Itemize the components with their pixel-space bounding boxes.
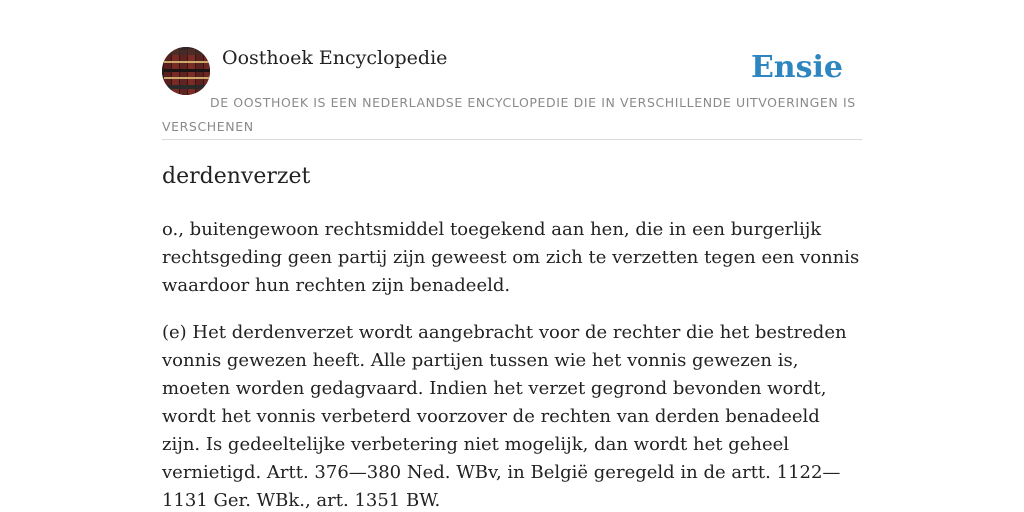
entry-paragraph-2: (e) Het derdenverzet wordt aangebracht voor de rechter die het bestreden vonnis gewezen heeft. Alle partijen tussen wie het vonnis gewezen is, moeten worden gedagvaard. Indien het verzet gegrond bevonden wordt, wordt het vonnis verbeterd voorzover de rechten van derden benadeeld zijn. Is gedeeltelijke verbetering niet mogelijk, dan wordt het geheel vernietigd. Artt. 376—380 Ned. WBv, in België geregeld in de artt. 1122—1131 Ger. WBk., art. 1351 BW. <box>162 322 847 511</box>
site-tagline: DE OOSTHOEK IS EEN NEDERLANDSE ENCYCLOPEDIE DIE IN VERSCHILLENDE UITVOERINGEN IS VERSCHENEN <box>162 95 856 134</box>
encyclopedia-books-icon[interactable] <box>162 47 210 95</box>
site-header <box>162 44 862 140</box>
brand-logo[interactable]: Ensie <box>750 50 843 85</box>
entry-card <box>162 44 862 511</box>
site-title[interactable]: Oosthoek Encyclopedie <box>222 47 448 69</box>
entry-paragraph-1: o., buitengewoon rechtsmiddel toegekend aan hen, die in een burgerlijk rechtsgeding geen partij zijn geweest om zich te verzetten tegen een vonnis waardoor hun rechten zijn benadeeld. <box>162 219 860 296</box>
entry-title: derdenverzet <box>162 164 311 189</box>
